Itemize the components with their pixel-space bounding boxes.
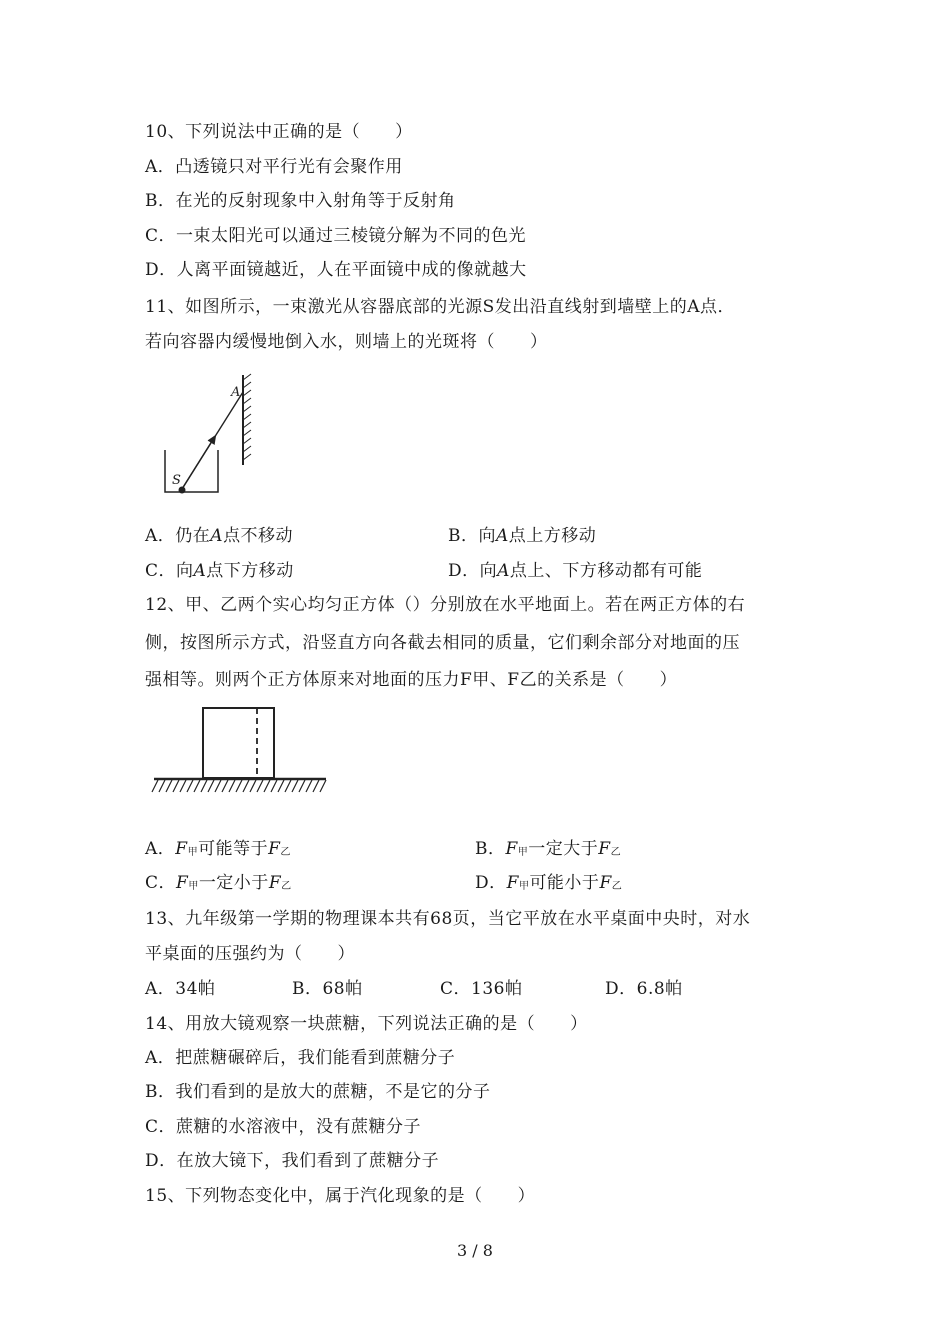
q14-option-b: B．我们看到的是放大的蔗糖，不是它的分子 [145,1082,491,1102]
q12-option-b: B．F甲一定大于F乙 [475,839,622,859]
q10-option-b: B．在光的反射现象中入射角等于反射角 [145,191,456,211]
wall-hatch [243,374,251,460]
q14-option-d: D．在放大镜下，我们看到了蔗糖分子 [145,1151,440,1171]
q12-stem-line3: 强相等。则两个正方体原来对地面的压力F甲、F乙的关系是（ ） [145,670,678,690]
label-a: A [231,385,241,400]
q11-stem-line2: 若向容器内缓慢地倒入水，则墙上的光斑将（ ） [145,332,548,352]
q14-option-c: C．蔗糖的水溶液中，没有蔗糖分子 [145,1117,422,1137]
q10-option-d: D．人离平面镜越近，人在平面镜中成的像就越大 [145,260,527,280]
q12-stem-line2: 侧，按图所示方式，沿竖直方向各截去相同的质量，它们剩余部分对地面的压 [145,633,740,653]
q13-option-a: A．34帕 [145,979,216,999]
q11-option-c: C．向A点下方移动 [145,561,294,581]
q12-cube-figure [150,700,330,800]
q12-stem-line1: 12、甲、乙两个实心均匀正方体（）分别放在水平地面上。若在两正方体的右 [145,595,746,615]
q11-option-d: D．向A点上、下方移动都有可能 [448,561,703,581]
q12-option-d: D．F甲可能小于F乙 [475,873,623,893]
q10-option-c: C．一束太阳光可以通过三棱镜分解为不同的色光 [145,226,527,246]
label-s: S [172,473,181,488]
q14-option-a: A．把蔗糖碾碎后，我们能看到蔗糖分子 [145,1048,456,1068]
q12-option-a: A．F甲可能等于F乙 [145,839,291,859]
laser-arrow [182,438,214,489]
q11-option-a: A．仍在A点不移动 [145,526,294,546]
q11-laser-figure [150,370,270,500]
q11-stem-line1: 11、如图所示，一束激光从容器底部的光源S发出沿直线射到墙壁上的A点． [145,297,736,317]
q13-stem-line1: 13、九年级第一学期的物理课本共有68页，当它平放在水平桌面中央时，对水 [145,909,751,929]
q13-option-b: B．68帕 [292,979,363,999]
q11-option-b: B．向A点上方移动 [448,526,597,546]
q10-option-a: A．凸透镜只对平行光有会聚作用 [145,157,403,177]
q13-option-d: D．6.8帕 [605,979,683,999]
q13-option-c: C．136帕 [440,979,523,999]
q14-stem: 14、用放大镜观察一块蔗糖，下列说法正确的是（ ） [145,1014,588,1034]
q15-stem: 15、下列物态变化中，属于汽化现象的是（ ） [145,1186,536,1206]
page-number: 3 / 8 [457,1241,493,1260]
q12-option-c: C．F甲一定小于F乙 [145,873,292,893]
cube-outline [203,708,274,778]
ground-hatch [152,780,326,792]
q13-stem-line2: 平桌面的压强约为（ ） [145,944,355,964]
q10-stem: 10、下列说法中正确的是（ ） [145,122,413,142]
